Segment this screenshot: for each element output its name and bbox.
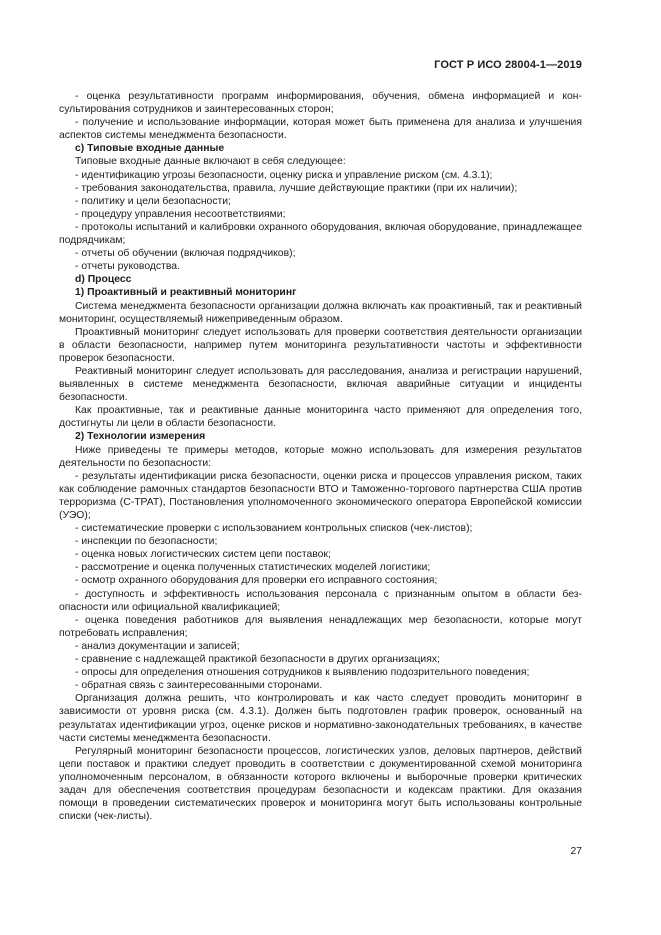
list-item: - процедуру управления несоответствиями;: [75, 208, 286, 220]
list-item: - сравнение с надлежащей практикой безопасности в других организациях;: [75, 654, 440, 666]
paragraph: Регулярный мониторинг безопасности процессов, логистических узлов, деловых партнеров, действий цепи поставок и практики следует проводить в соответствии с документированной схемой мониторинга уполномоченным персоналом, в обязанности которого включены и выборочные проверки критических задач для обеспечения соответствия процедурам безопасности и кодексам практики. Для оказания помощи в проведении систематических проверок и мониторинга могут быть использованы контрольные списки (чек-листы).: [59, 745, 582, 823]
paragraph: Как проактивные, так и реактивные данные мониторинга часто применяют для определения того, достигнуты ли цели в области безопасности.: [59, 405, 582, 430]
list-item: - результаты идентификации риска безопасности, оценки риска и процессов управления риском, таких как соблюдение рамочных стандартов безопасности ВТО и Таможенно-торгового партнерства США против терроризма (C-TPAT), Постановления уполномоченного экономического оператора Европейской комиссии (УЭО);: [59, 470, 582, 521]
list-item: - оценка новых логистических систем цепи поставок;: [75, 549, 331, 561]
list-item: - рассмотрение и оценка полученных статистических моделей логистики;: [75, 562, 431, 574]
list-item: - обратная связь с заинтересованными сторонами.: [75, 680, 323, 692]
list-item: - систематические проверки с использованием контрольных списков (чек-листов);: [75, 523, 473, 535]
subsection-heading: 1) Проактивный и реактивный мониторинг: [75, 287, 297, 299]
list-item: - протоколы испытаний и калибровки охранного оборудования, включая оборудование, принадлежащее подрядчикам;: [59, 221, 582, 247]
paragraph: Система менеджмента безопасности организации должна включать как проактивный, так и реактивный мониторинг, осуществляемый нижеприведенным образом.: [59, 300, 582, 325]
page-body: [59, 90, 582, 823]
paragraph: Реактивный мониторинг следует использовать для расследования, анализа и регистрации нарушений, выявленных в системе менеджмента безопасности, включая аварийные ситуации и инциденты безопасности.: [59, 365, 582, 404]
list-item: - оценка поведения работников для выявления ненадлежащих мер безопасности, которые могут потребовать исправления;: [59, 614, 582, 639]
list-item: - требования законодательства, правила, лучшие действующие практики (при их наличии);: [75, 182, 518, 194]
list-item: - политику и цели безопасности;: [75, 195, 231, 207]
list-item: - отчеты руководства.: [75, 261, 180, 273]
list-item: - инспекции по безопасности;: [75, 536, 218, 548]
paragraph: Организация должна решить, что контролировать и как часто следует проводить мониторинг в зависимости от уровня риска (см. 4.3.1). Должен быть подготовлен график проверок, основанный на результатах идентификации угроз, оценке рисков и нормативно-законодательных требованиях, в качестве части системы менеджмента безопасности.: [59, 693, 582, 744]
list-item: - доступность и эффективность использования персонала с признанным опытом в области безопасности или официальной квалификацией;: [59, 588, 582, 613]
paragraph: Ниже приведены те примеры методов, которые можно использовать для измерения результатов деятельности по безопасности:: [59, 444, 582, 469]
subsection-heading: 2) Технологии измерения: [75, 431, 206, 443]
list-item: - осмотр охранного оборудования для проверки его исправного состояния;: [75, 575, 438, 587]
list-item: - оценка результативности программ информирования, обучения, обмена информацией и консультирования сотрудников и заинтересованных сторон;: [59, 91, 582, 116]
standard-header: ГОСТ Р ИСО 28004-1—2019: [434, 59, 582, 71]
list-item: - опросы для определения отношения сотрудников к выявлению подозрительного поведения;: [75, 667, 530, 679]
paragraph: Проактивный мониторинг следует использовать для проверки соответствия деятельности организации в области безопасности, например путем мониторинга результативности частоты и эффективности проверок безопасности.: [59, 326, 582, 364]
list-item: - получение и использование информации, которая может быть применена для анализа и улучшения аспектов системы менеджмента безопасности.: [59, 117, 582, 142]
page-number: 27: [570, 846, 582, 857]
section-heading: с) Типовые входные данные: [75, 143, 225, 155]
paragraph: Типовые входные данные включают в себя следующее:: [75, 156, 346, 168]
section-heading: d) Процесс: [75, 274, 132, 286]
list-item: - отчеты об обучении (включая подрядчиков);: [75, 248, 296, 260]
list-item: - идентификацию угрозы безопасности, оценку риска и управление риском (см. 4.3.1);: [75, 169, 493, 181]
list-item: - анализ документации и записей;: [75, 640, 240, 652]
